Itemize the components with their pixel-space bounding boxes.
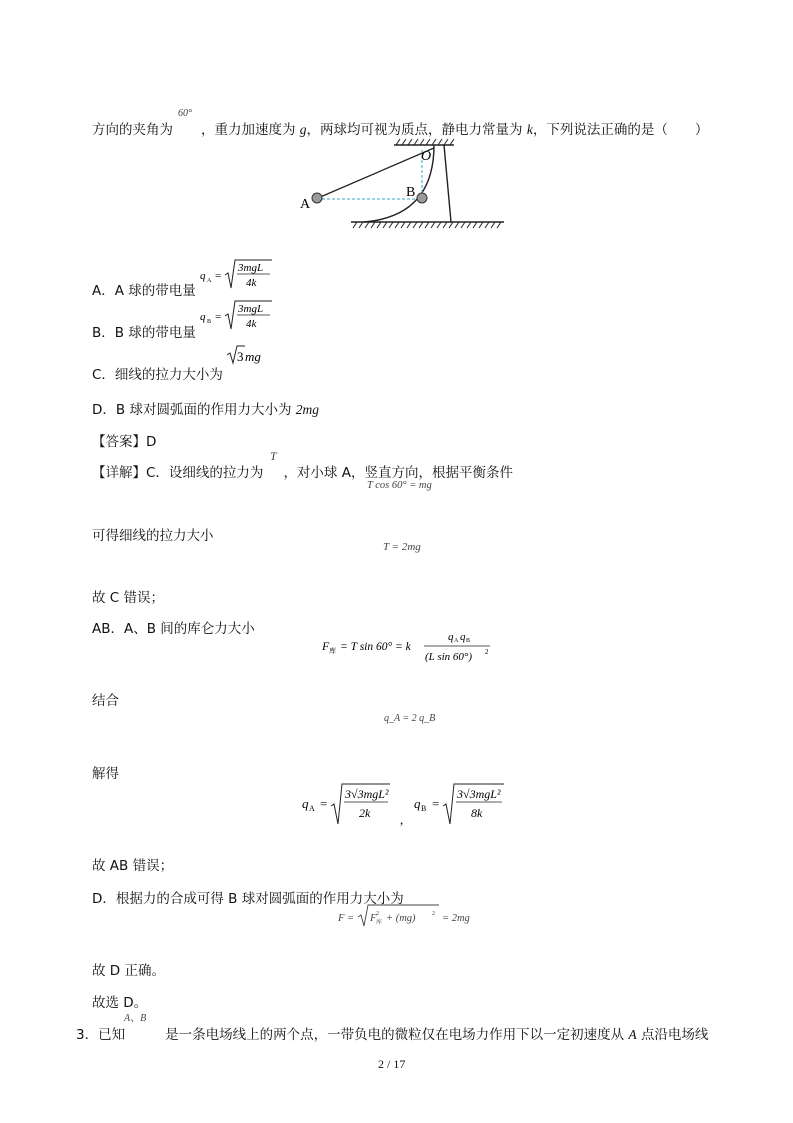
- option-b-formula: [198, 298, 278, 334]
- svg-text:3√3mgL²: 3√3mgL²: [345, 787, 389, 801]
- svg-text:= T sin 60° = k: = T sin 60° = k: [340, 641, 411, 653]
- line1-part-d: ，下列说法正确的是（ ）: [532, 122, 709, 138]
- svg-text:q: q: [460, 631, 466, 643]
- option-c-formula: [226, 344, 276, 366]
- svg-text:= 2mg: = 2mg: [442, 913, 470, 924]
- question2-line1: [92, 121, 708, 139]
- eq-force: [336, 902, 486, 928]
- svg-text:q: q: [302, 796, 309, 811]
- solve-text: 解得: [92, 766, 119, 782]
- svg-text:2k: 2k: [359, 806, 371, 820]
- svg-text:=: =: [432, 796, 440, 811]
- svg-text:F: F: [370, 913, 377, 924]
- svg-text:+ (mg): + (mg): [386, 913, 416, 924]
- k-symbol: k: [526, 122, 533, 137]
- svg-text:B: B: [466, 638, 471, 644]
- question3: 3．已知 是一条电场线上的两个点，一带负电的微粒仅在电场力作用下以一定初速度从 A 点沿电场线: [76, 1027, 709, 1043]
- page-number: 2 / 17: [378, 1057, 406, 1071]
- combine-text: 结合: [92, 693, 119, 709]
- svg-text:(L sin 60°): (L sin 60°): [425, 651, 472, 663]
- detail-intro: 【详解】C．设细线的拉力为 ，对小球 A，竖直方向，根据平衡条件: [92, 465, 513, 481]
- svg-text:3mgL: 3mgL: [238, 262, 264, 274]
- svg-text:mg: mg: [245, 349, 261, 364]
- svg-text:4k: 4k: [246, 277, 257, 289]
- svg-text:库: 库: [329, 647, 336, 655]
- svg-text:,: ,: [400, 812, 404, 827]
- eq-coulomb: [320, 626, 500, 668]
- svg-text:q: q: [200, 311, 206, 323]
- ab-wrong: 故 AB 错误；: [92, 858, 174, 874]
- label-b: B: [406, 185, 416, 200]
- svg-text:3mgL: 3mgL: [238, 303, 264, 315]
- svg-text:A: A: [454, 638, 459, 644]
- svg-text:=: =: [215, 270, 222, 282]
- svg-text:2: 2: [485, 648, 489, 656]
- angle-symbol: 60°: [178, 108, 192, 119]
- svg-text:=: =: [320, 796, 328, 811]
- svg-text:F: F: [322, 639, 330, 653]
- svg-text:A: A: [207, 278, 212, 284]
- svg-text:B: B: [421, 804, 427, 813]
- label-o: O: [421, 149, 432, 164]
- svg-text:3: 3: [237, 349, 244, 364]
- tension-text: 可得细线的拉力大小: [92, 528, 214, 544]
- svg-text:F =: F =: [338, 913, 355, 924]
- c-wrong: 故 C 错误；: [92, 590, 165, 606]
- svg-text:A: A: [309, 804, 315, 813]
- gravity-symbol: g: [299, 122, 307, 137]
- svg-text:q: q: [448, 631, 454, 643]
- svg-text:=: =: [215, 311, 222, 323]
- eq-solutions: [300, 780, 520, 830]
- eq-ratio: q_A = 2 q_B: [384, 713, 436, 724]
- d-right: 故 D 正确。: [92, 963, 165, 979]
- ab-text: AB．A、B 间的库仑力大小: [92, 621, 255, 637]
- q3-a-symbol: A: [628, 1027, 637, 1042]
- option-a-formula: [198, 257, 278, 293]
- svg-text:库: 库: [376, 920, 383, 926]
- line1-part-b: ，重力加速度为: [201, 122, 296, 138]
- svg-text:B: B: [207, 319, 212, 325]
- svg-text:8k: 8k: [471, 806, 483, 820]
- option-d-value: 2mg: [295, 402, 319, 417]
- option-b: B．B 球的带电量: [92, 325, 196, 341]
- label-a: A: [300, 197, 311, 212]
- line1-part-a: 方向的夹角为: [92, 122, 173, 138]
- svg-text:2: 2: [376, 911, 379, 917]
- svg-text:2: 2: [432, 911, 435, 917]
- option-a: A．A 球的带电量: [92, 283, 196, 299]
- d-text: D．根据力的合成可得 B 球对圆弧面的作用力大小为: [92, 891, 404, 907]
- option-c: C．细线的拉力大小为: [92, 367, 223, 383]
- q3-ab-symbol: A、B: [124, 1013, 147, 1024]
- svg-text:4k: 4k: [246, 318, 257, 330]
- physics-figure: [296, 138, 516, 236]
- option-d: D．B 球对圆弧面的作用力大小为 2mg: [92, 402, 319, 418]
- eq-tension: T = 2mg: [383, 541, 421, 553]
- line1-part-c: ，两球均可视为质点，静电力常量为: [306, 122, 523, 138]
- t-symbol: T: [270, 449, 277, 463]
- choose: 故选 D。: [92, 995, 148, 1011]
- svg-text:3√3mgL²: 3√3mgL²: [457, 787, 501, 801]
- svg-text:q: q: [414, 796, 421, 811]
- eq-balance: T cos 60° = mg: [367, 480, 432, 491]
- answer: 【答案】D: [92, 434, 157, 450]
- svg-text:q: q: [200, 270, 206, 282]
